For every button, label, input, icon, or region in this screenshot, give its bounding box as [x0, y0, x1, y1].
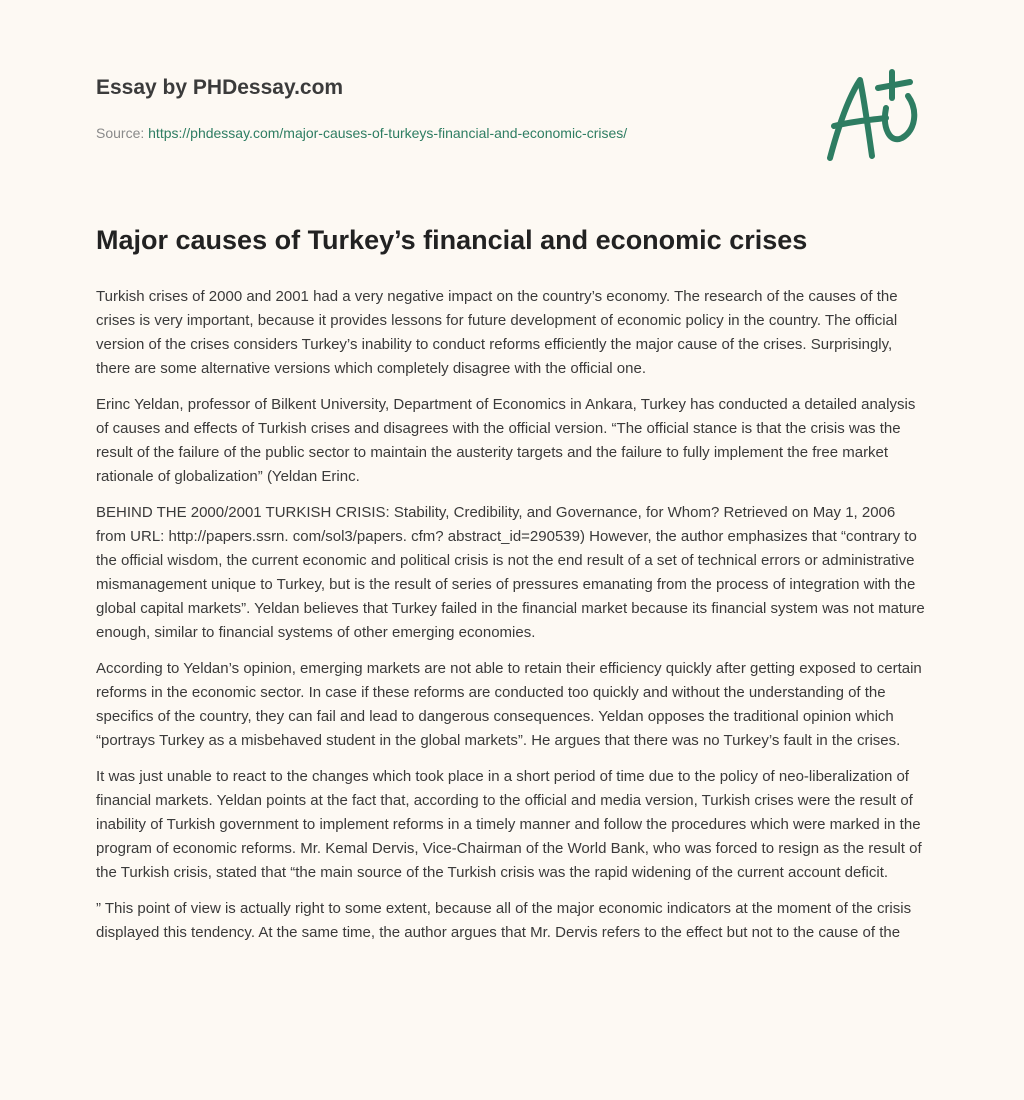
paragraph: Turkish crises of 2000 and 2001 had a very negative impact on the country’s economy. The research of the causes of the crises is very important, because it provides lessons for future development of economic policy in the country. The official version of the crises considers Turkey’s inability to conduct reforms efficiently the major cause of the crises. Surprisingly, there are some alternative versions which completely disagree with the official one. — [96, 288, 898, 377]
a-plus-grade-icon — [820, 68, 930, 168]
source-line — [96, 125, 627, 141]
paragraph: BEHIND THE 2000/2001 TURKISH CRISIS: Stability, Credibility, and Governance, for Whom? Retrieved on May 1, 2006 from URL: http://papers.ssrn. com/sol3/papers. cfm? abstract_id=290539) However, the author emphasizes that “contrary to the official wisdom, the current economic and political crisis is not the end result of a set of technical errors or administrative mismanagement unique to Turkey, but is the result of series of pressures emanating from the process of integration with the global capital markets”. Yeldan believes that Turkey failed in the financial market because its financial system was not mature enough, similar to financial systems of other emerging economies. — [96, 504, 925, 641]
source-label: Source: — [96, 125, 145, 141]
brand-title: Essay by PHDessay.com — [96, 76, 344, 99]
paragraph: Erinc Yeldan, professor of Bilkent University, Department of Economics in Ankara, Turkey has conducted a detailed analysis of causes and effects of Turkish crises and disagrees with the official version. “The official stance is that the crisis was the result of the failure of the public sector to maintain the austerity targets and the failure to fully implement the free market rationale of globalization” (Yeldan Erinc. — [96, 396, 916, 485]
paragraph: According to Yeldan’s opinion, emerging markets are not able to retain their efficiency quickly after getting exposed to certain reforms in the economic sector. In case if these reforms are conducted too quickly and without the understanding of the specifics of the country, they can fail and lead to dangerous consequences. Yeldan opposes the traditional opinion which “portrays Turkey as a misbehaved student in the global markets”. He argues that there was no Turkey’s fault in the crises. — [96, 660, 922, 749]
source-link[interactable]: https://phdessay.com/major-causes-of-turkeys-financial-and-economic-crises/ — [148, 125, 628, 141]
paragraph: It was just unable to react to the changes which took place in a short period of time due to the policy of neo-liberalization of financial markets. Yeldan points at the fact that, according to the official and media version, Turkish crises were the result of inability of Turkish government to implement reforms in a timely manner and follow the procedures which were marked in the program of economic reforms. Mr. Kemal Dervis, Vice-Chairman of the World Bank, who was forced to resign as the result of the Turkish crisis, stated that “the main source of the Turkish crisis was the rapid widening of the current account deficit. — [96, 768, 922, 881]
article-body — [96, 285, 928, 957]
paragraph: ” This point of view is actually right to some extent, because all of the major economic indicators at the moment of the crisis displayed this tendency. At the same time, the author argues that Mr. Dervis refers to the effect but not to the cause of the — [96, 900, 912, 941]
article-title: Major causes of Turkey’s financial and economic crises — [96, 225, 808, 255]
